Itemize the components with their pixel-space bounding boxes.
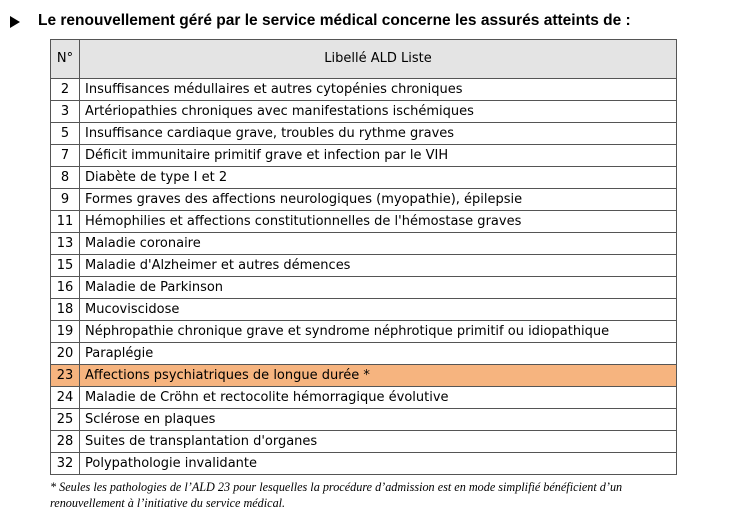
row-label: Hémophilies et affections constitutionnelles de l'hémostase graves: [80, 211, 677, 233]
row-label: Artériopathies chroniques avec manifestations ischémiques: [80, 101, 677, 123]
table-header-row: [51, 40, 677, 79]
table-row: [51, 277, 677, 299]
column-header-number: N°: [51, 40, 80, 79]
row-label: Maladie de Parkinson: [80, 277, 677, 299]
table-row: [51, 167, 677, 189]
row-number: 18: [51, 299, 80, 321]
row-label: Déficit immunitaire primitif grave et infection par le VIH: [80, 145, 677, 167]
table-row: [51, 299, 677, 321]
row-number: 28: [51, 431, 80, 453]
table-row: [51, 189, 677, 211]
row-label: Maladie coronaire: [80, 233, 677, 255]
row-number: 19: [51, 321, 80, 343]
row-label: Maladie de Cröhn et rectocolite hémorragique évolutive: [80, 387, 677, 409]
section-heading: [10, 12, 631, 30]
row-label: Insuffisance cardiaque grave, troubles du rythme graves: [80, 123, 677, 145]
table-row: [51, 409, 677, 431]
footnote-line-2: renouvellement à l’initiative du service médical.: [50, 496, 286, 510]
row-number: 3: [51, 101, 80, 123]
row-number: 15: [51, 255, 80, 277]
row-label: Maladie d'Alzheimer et autres démences: [80, 255, 677, 277]
table-row: [51, 343, 677, 365]
footnote: [50, 479, 735, 511]
heading-text: Le renouvellement géré par le service médical concerne les assurés atteints de :: [38, 12, 631, 29]
table-row: [51, 79, 677, 101]
row-number: 25: [51, 409, 80, 431]
table-row: [51, 453, 677, 475]
row-label: Sclérose en plaques: [80, 409, 677, 431]
row-number: 24: [51, 387, 80, 409]
row-number: 32: [51, 453, 80, 475]
row-label: Insuffisances médullaires et autres cytopénies chroniques: [80, 79, 677, 101]
row-label: Affections psychiatriques de longue durée *: [80, 365, 677, 387]
row-label: Néphropathie chronique grave et syndrome néphrotique primitif ou idiopathique: [80, 321, 677, 343]
table-row: [51, 123, 677, 145]
table-row: [51, 101, 677, 123]
table-row: [51, 211, 677, 233]
row-label: Suites de transplantation d'organes: [80, 431, 677, 453]
row-number: 11: [51, 211, 80, 233]
row-label: Mucoviscidose: [80, 299, 677, 321]
play-arrow-icon: [10, 16, 20, 28]
row-number: 13: [51, 233, 80, 255]
table-row: [51, 233, 677, 255]
footnote-line-1: * Seules les pathologies de l’ALD 23 pour lesquelles la procédure d’admission est en mode simplifié bénéficient d’un: [50, 480, 623, 494]
row-label: Formes graves des affections neurologiques (myopathie), épilepsie: [80, 189, 677, 211]
row-number: 8: [51, 167, 80, 189]
table-row: [51, 145, 677, 167]
table-row: [51, 387, 677, 409]
row-number: 9: [51, 189, 80, 211]
row-number: 2: [51, 79, 80, 101]
row-number: 7: [51, 145, 80, 167]
row-number: 20: [51, 343, 80, 365]
column-header-label: Libellé ALD Liste: [80, 40, 677, 79]
row-number: 23: [51, 365, 80, 387]
table-body: [51, 79, 677, 475]
ald-table: [50, 39, 677, 475]
table-row: [51, 431, 677, 453]
table-row: [51, 255, 677, 277]
row-label: Diabète de type I et 2: [80, 167, 677, 189]
row-label: Paraplégie: [80, 343, 677, 365]
row-label: Polypathologie invalidante: [80, 453, 677, 475]
table-row: [51, 365, 677, 387]
row-number: 5: [51, 123, 80, 145]
row-number: 16: [51, 277, 80, 299]
table-row: [51, 321, 677, 343]
